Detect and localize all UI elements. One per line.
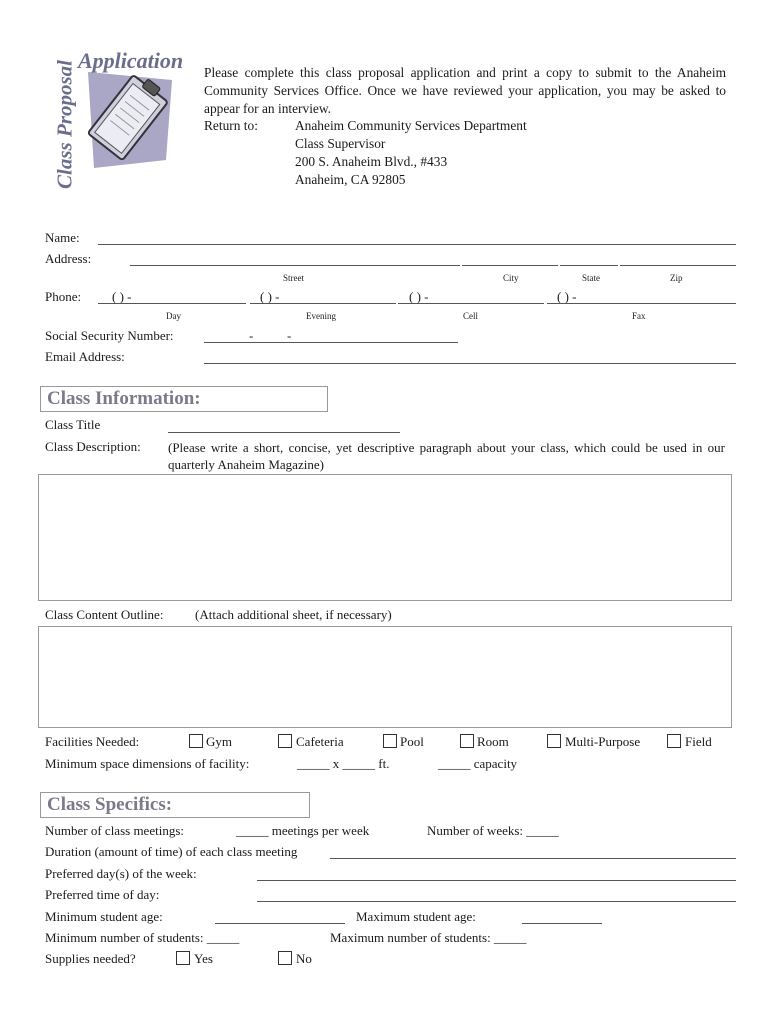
facility-multipurpose-label: Multi-Purpose (565, 734, 641, 749)
class-title-label: Class Title (45, 417, 101, 432)
duration-field[interactable] (330, 858, 736, 859)
phone-evening-template: ( ) - (260, 289, 280, 304)
phone-evening-field[interactable] (250, 303, 396, 304)
ssn-dash-1: - (249, 328, 254, 343)
phone-day-template: ( ) - (112, 289, 132, 304)
return-label: Return to: (204, 118, 258, 133)
class-description-label: Class Description: (45, 439, 141, 454)
max-age-field[interactable] (522, 923, 602, 924)
facility-gym-checkbox[interactable] (189, 734, 203, 748)
meetings-per-week-field[interactable]: _____ meetings per week (236, 823, 370, 838)
preferred-time-label: Preferred time of day: (45, 887, 160, 902)
class-description-hint: (Please write a short, concise, yet descriptive paragraph about your class, which could be used in our quarterly Anaheim Magazine) (168, 440, 725, 472)
phone-fax-template: ( ) - (557, 289, 577, 304)
preferred-time-field[interactable] (257, 901, 736, 902)
facility-room-checkbox[interactable] (460, 734, 474, 748)
return-address-line-1: Anaheim Community Services Department (295, 118, 527, 133)
facility-gym-label: Gym (206, 734, 232, 749)
facilities-label: Facilities Needed: (45, 734, 140, 749)
facility-pool-label: Pool (400, 734, 424, 749)
min-students-field[interactable]: Minimum number of students: _____ (45, 930, 240, 945)
facility-field-label: Field (685, 734, 712, 749)
ssn-label: Social Security Number: (45, 328, 174, 343)
preferred-days-label: Preferred day(s) of the week: (45, 866, 197, 881)
phone-day-field[interactable] (98, 303, 246, 304)
facility-pool-checkbox[interactable] (383, 734, 397, 748)
facility-room-label: Room (477, 734, 509, 749)
intro-text: Please complete this class proposal application and print a copy to submit to the Anaheim Community Services Office. Once we have reviewed your application, you may be asked to appear for an interview. (204, 65, 726, 116)
min-age-label: Minimum student age: (45, 909, 163, 924)
phone-evening-sublabel: Evening (306, 311, 336, 321)
state-field[interactable] (560, 265, 618, 266)
class-specifics-heading: Class Specifics: (40, 792, 310, 818)
class-title-field[interactable] (168, 432, 400, 433)
phone-fax-field[interactable] (547, 303, 736, 304)
supplies-no-checkbox[interactable] (278, 951, 292, 965)
return-address-line-2: Class Supervisor (295, 136, 386, 151)
class-outline-hint: (Attach additional sheet, if necessary) (195, 607, 392, 622)
logo (48, 40, 188, 200)
phone-cell-sublabel: Cell (463, 311, 478, 321)
email-field[interactable] (204, 363, 736, 364)
phone-cell-template: ( ) - (409, 289, 429, 304)
address-label: Address: (45, 251, 92, 266)
street-sublabel: Street (283, 273, 304, 283)
phone-label: Phone: (45, 289, 82, 304)
phone-day-sublabel: Day (166, 311, 181, 321)
ssn-dash-2: - (287, 328, 292, 343)
email-label: Email Address: (45, 349, 125, 364)
city-sublabel: City (503, 273, 519, 283)
min-space-dimensions[interactable]: _____ x _____ ft. (297, 756, 390, 771)
supplies-no-label: No (296, 951, 312, 966)
intro (204, 64, 726, 117)
name-field[interactable] (98, 244, 736, 245)
supplies-yes-label: Yes (194, 951, 213, 966)
city-field[interactable] (462, 265, 558, 266)
zip-field[interactable] (620, 265, 736, 266)
class-outline-textarea[interactable] (38, 626, 732, 728)
facility-cafeteria-label: Cafeteria (296, 734, 344, 749)
preferred-days-field[interactable] (257, 880, 736, 881)
min-age-field[interactable] (215, 923, 345, 924)
class-outline-label: Class Content Outline: (45, 607, 164, 622)
ssn-field[interactable] (204, 342, 458, 343)
zip-sublabel: Zip (670, 273, 683, 283)
capacity-field[interactable]: _____ capacity (438, 756, 518, 771)
facility-cafeteria-checkbox[interactable] (278, 734, 292, 748)
class-information-heading: Class Information: (40, 386, 328, 412)
state-sublabel: State (582, 273, 600, 283)
facility-multipurpose-checkbox[interactable] (547, 734, 561, 748)
return-address-line-3: 200 S. Anaheim Blvd., #433 (295, 154, 448, 169)
street-field[interactable] (130, 265, 460, 266)
class-description-textarea[interactable] (38, 474, 732, 601)
facility-field-checkbox[interactable] (667, 734, 681, 748)
max-age-label: Maximum student age: (356, 909, 476, 924)
duration-label: Duration (amount of time) of each class meeting (45, 844, 298, 859)
class-meetings-label: Number of class meetings: (45, 823, 184, 838)
supplies-yes-checkbox[interactable] (176, 951, 190, 965)
min-space-label: Minimum space dimensions of facility: (45, 756, 250, 771)
supplies-label: Supplies needed? (45, 951, 136, 966)
phone-fax-sublabel: Fax (632, 311, 646, 321)
weeks-field[interactable]: Number of weeks: _____ (427, 823, 559, 838)
max-students-field[interactable]: Maximum number of students: _____ (330, 930, 527, 945)
name-label: Name: (45, 230, 80, 245)
logo-title-horizontal: Application (78, 48, 184, 73)
logo-title-vertical: Class Proposal (52, 60, 77, 189)
return-address-line-4: Anaheim, CA 92805 (295, 172, 406, 187)
phone-cell-field[interactable] (398, 303, 544, 304)
